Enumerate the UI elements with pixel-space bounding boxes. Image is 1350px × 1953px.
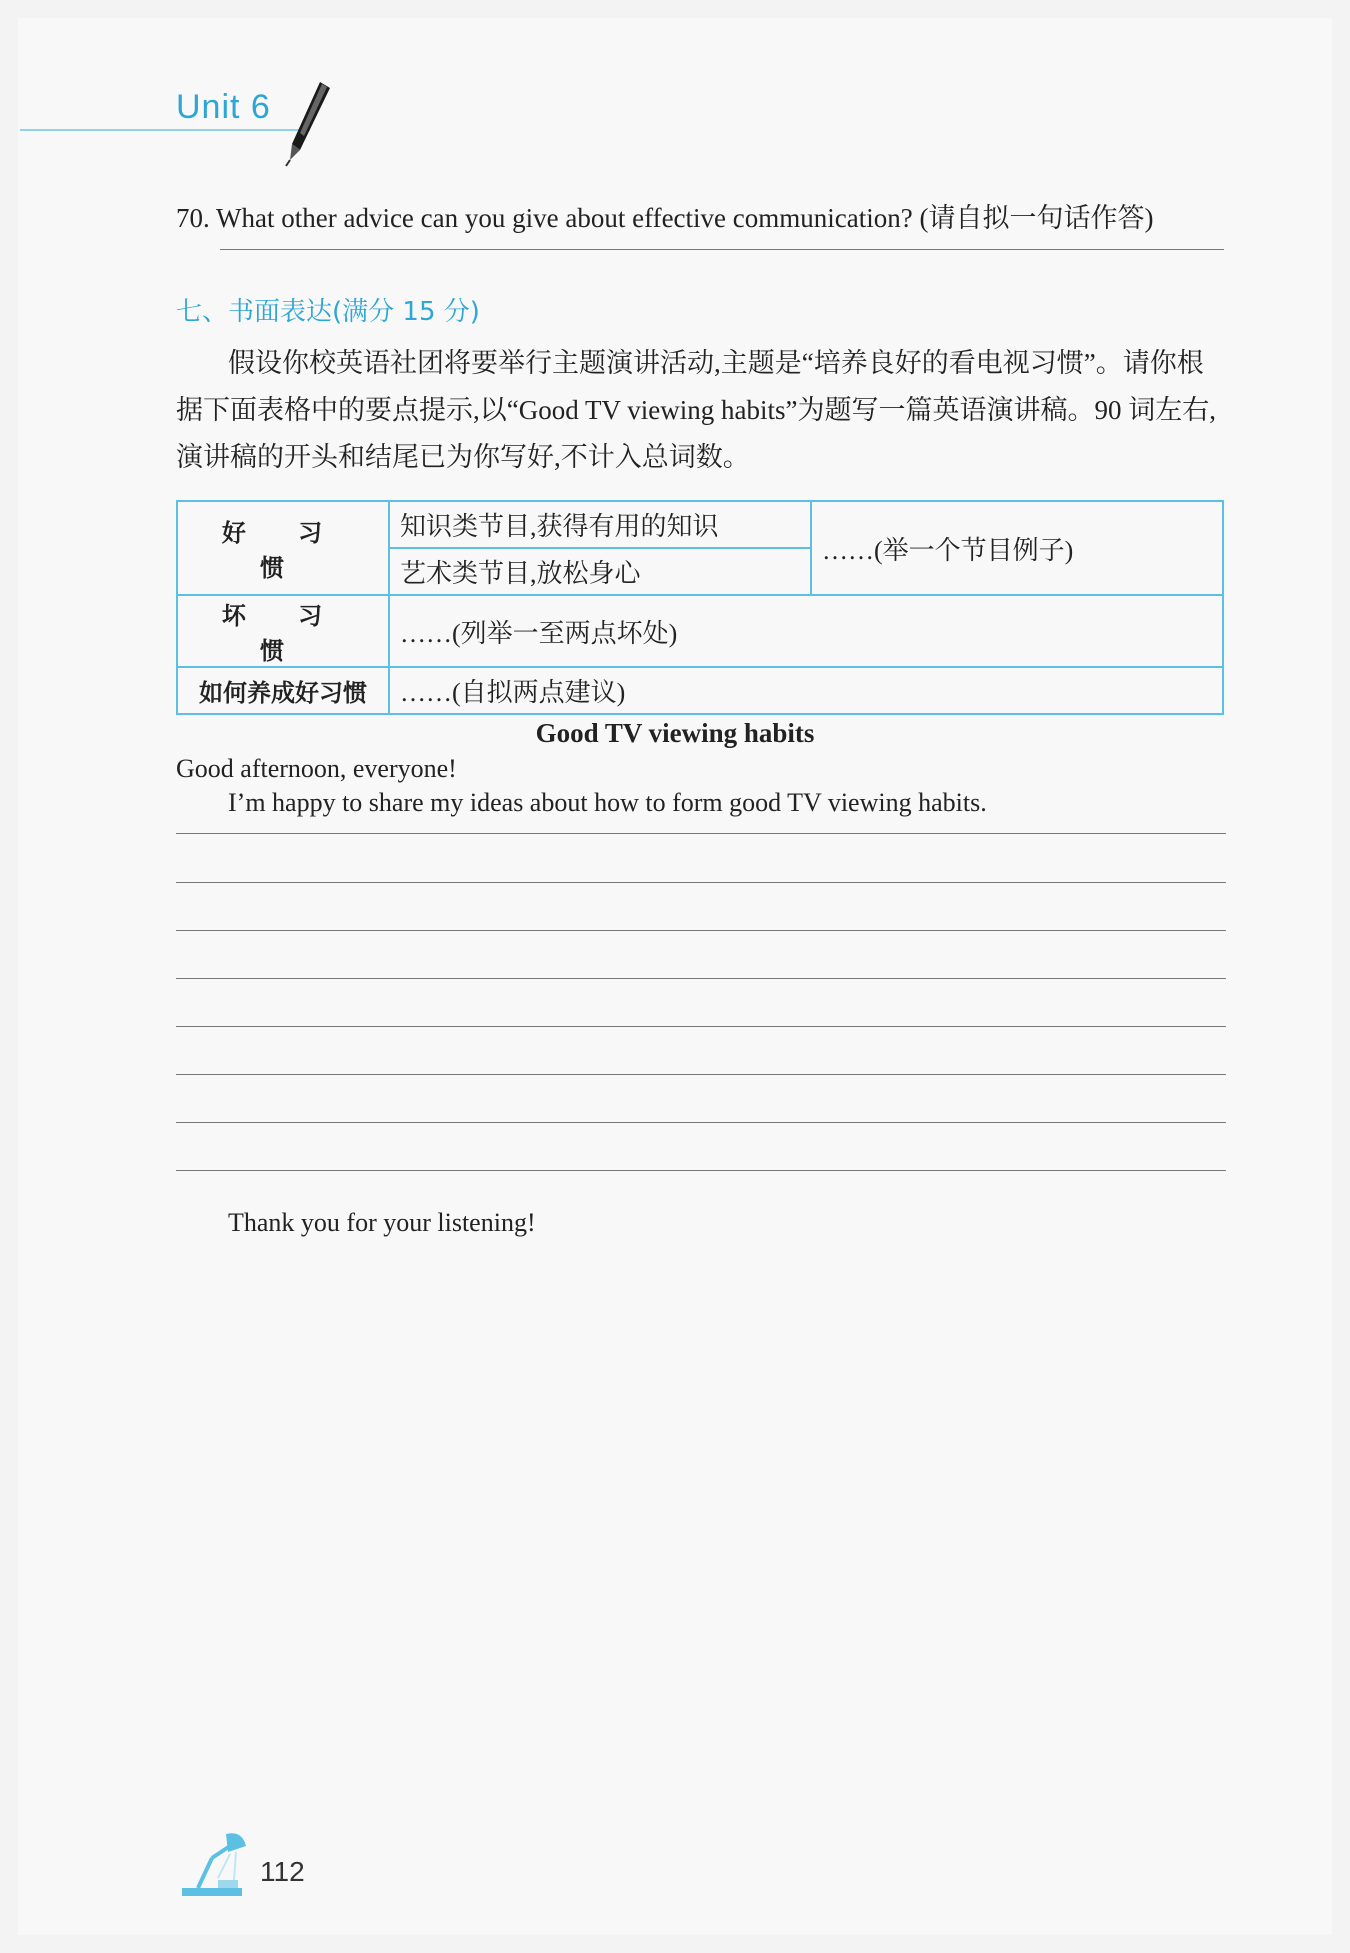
- good-habit-item: 知识类节目,获得有用的知识: [389, 501, 811, 548]
- writing-line[interactable]: [176, 1170, 1226, 1171]
- unit-header-line: [20, 129, 310, 131]
- writing-line[interactable]: [176, 978, 1226, 979]
- bad-habits-label: 坏 习 惯: [177, 595, 389, 667]
- essay-closing: Thank you for your listening!: [228, 1208, 536, 1237]
- key-points-table: [176, 500, 1224, 715]
- how-to-label: 如何养成好习惯: [177, 667, 389, 714]
- essay-greeting: Good afternoon, everyone!: [176, 754, 457, 783]
- section-title: 七、书面表达(满分 15 分): [176, 297, 480, 327]
- how-to-content: ……(自拟两点建议): [389, 667, 1223, 714]
- writing-prompt: 假设你校英语社团将要举行主题演讲活动,主题是“培养良好的看电视习惯”。请你根据下面表格中的要点提示,以“Good TV viewing habits”为题写一篇英语演讲稿。90 词左右,演讲稿的开头和结尾已为你写好,不计入总词数。: [176, 348, 1216, 472]
- desk-lamp-icon: [178, 1828, 258, 1898]
- good-habits-label: 好 习 惯: [177, 501, 389, 595]
- workbook-page: [18, 18, 1332, 1935]
- page-number: 112: [260, 1856, 305, 1887]
- writing-line[interactable]: [176, 1074, 1226, 1075]
- unit-title: Unit 6: [176, 88, 271, 126]
- essay-title: Good TV viewing habits: [535, 718, 815, 748]
- writing-line[interactable]: [176, 882, 1226, 883]
- writing-line[interactable]: [176, 1026, 1226, 1027]
- writing-line[interactable]: [176, 1122, 1226, 1123]
- bad-habits-content: ……(列举一至两点坏处): [389, 595, 1223, 667]
- good-habit-item: 艺术类节目,放松身心: [389, 548, 811, 595]
- essay-opening: I’m happy to share my ideas about how to form good TV viewing habits.: [228, 788, 987, 817]
- writing-line[interactable]: [176, 930, 1226, 931]
- good-habit-example: ……(举一个节目例子): [811, 501, 1223, 595]
- pen-icon: [280, 78, 340, 168]
- writing-line[interactable]: [176, 833, 1226, 834]
- question-70: 70. What other advice can you give about effective communication? (请自拟一句话作答): [176, 203, 1154, 233]
- answer-line[interactable]: [220, 249, 1224, 250]
